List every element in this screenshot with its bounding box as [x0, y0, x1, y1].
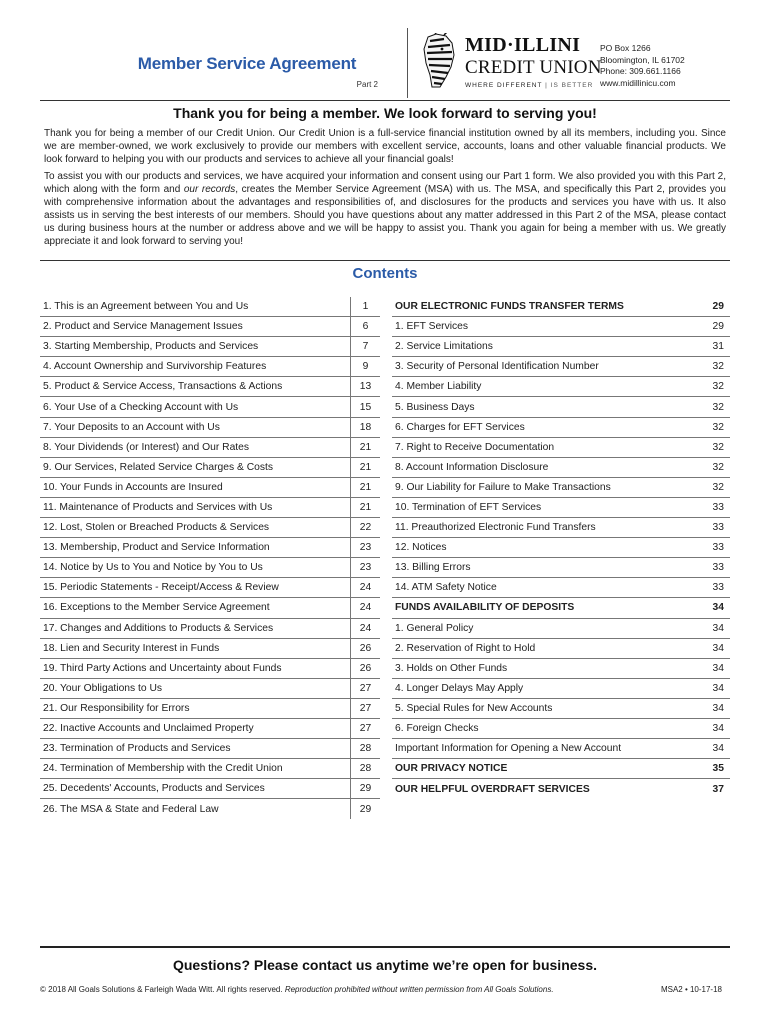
toc-entry[interactable]	[392, 518, 730, 538]
copyright-notice	[40, 985, 554, 994]
toc-entry[interactable]	[40, 538, 380, 558]
toc-entry[interactable]	[40, 578, 380, 598]
header-rule	[40, 100, 730, 101]
intro-paragraph-2	[44, 170, 726, 248]
toc-entry[interactable]	[40, 779, 380, 799]
toc-entry[interactable]	[40, 739, 380, 759]
toc-section-heading[interactable]	[392, 779, 730, 799]
toc-entry-page: 28	[350, 759, 380, 778]
toc-entry-label: 1. General Policy	[395, 622, 474, 634]
toc-entry-label: 7. Right to Receive Documentation	[395, 441, 555, 453]
toc-entry-page: 22	[350, 518, 380, 537]
toc-entry-label: 4. Member Liability	[395, 381, 482, 393]
toc-entry[interactable]	[40, 719, 380, 739]
toc-entry-label: 26. The MSA & State and Federal Law	[43, 803, 219, 815]
toc-entry-label: 10. Termination of EFT Services	[395, 501, 542, 513]
address-city: Bloomington, IL 61702	[600, 54, 685, 65]
toc-entry-page: 34	[712, 662, 724, 674]
header-divider	[407, 28, 408, 98]
toc-entry-label: 19. Third Party Actions and Uncertainty about Funds	[43, 662, 282, 674]
toc-entry-label: 9. Our Liability for Failure to Make Transactions	[395, 481, 611, 493]
toc-entry-label: 13. Billing Errors	[395, 562, 471, 574]
toc-entry-page: 33	[712, 542, 724, 554]
toc-entry-page: 15	[350, 397, 380, 416]
toc-entry[interactable]	[392, 397, 730, 417]
toc-entry-label: 13. Membership, Product and Service Information	[43, 542, 270, 554]
toc-entry-page: 21	[350, 458, 380, 477]
toc-entry-label: 4. Longer Delays May Apply	[395, 682, 524, 694]
toc-entry-label: 1. EFT Services	[395, 321, 469, 333]
toc-entry-page: 24	[350, 619, 380, 638]
toc-entry[interactable]	[392, 538, 730, 558]
toc-entry-label: 24. Termination of Membership with the Credit Union	[43, 763, 283, 775]
reproduction-notice: Reproduction prohibited without written permission from All Goals Solutions.	[284, 985, 554, 994]
toc-entry-page: 34	[712, 642, 724, 654]
toc-entry-label: 5. Special Rules for New Accounts	[395, 702, 553, 714]
toc-entry-label: 12. Lost, Stolen or Breached Products & Services	[43, 522, 270, 534]
toc-entry-page: 33	[712, 501, 724, 513]
toc-section-heading[interactable]	[392, 759, 730, 779]
toc-entry-page: 33	[712, 562, 724, 574]
title-block	[116, 54, 378, 89]
toc-entry[interactable]	[392, 699, 730, 719]
toc-entry[interactable]	[40, 759, 380, 779]
toc-entry-page: 34	[712, 602, 724, 614]
toc-entry-page: 34	[712, 682, 724, 694]
toc-entry-page: 34	[712, 723, 724, 735]
toc-entry-label: 2. Product and Service Management Issues	[43, 321, 243, 333]
toc-entry[interactable]	[392, 458, 730, 478]
toc-entry-page: 26	[350, 659, 380, 678]
toc-entry-page: 21	[350, 478, 380, 497]
zebra-icon	[422, 33, 458, 89]
logo-tagline	[465, 82, 593, 89]
form-code: MSA2 • 10-17-18	[660, 985, 722, 994]
toc-entry-label: 14. Notice by Us to You and Notice by You to Us	[43, 562, 263, 574]
toc-entry[interactable]	[40, 498, 380, 518]
toc-entry[interactable]	[40, 518, 380, 538]
intro-paragraph-2-a: To assist you with our products and services, we have acquired your information and consent using our Part 1 form. We also provided you with this Part 2, which along with the form and	[44, 171, 726, 195]
toc-entry[interactable]	[40, 317, 380, 337]
address-phone: Phone: 309.661.1166	[600, 66, 681, 76]
toc-entry-page: 37	[712, 783, 724, 795]
toc-entry-page: 27	[350, 719, 380, 738]
toc-entry[interactable]	[40, 598, 380, 618]
toc-entry-label: FUNDS AVAILABILITY OF DEPOSITS	[395, 602, 575, 614]
toc-entry-page: 34	[712, 622, 724, 634]
toc-entry-label: 22. Inactive Accounts and Unclaimed Property	[43, 723, 254, 735]
toc-entry-label: 8. Account Information Disclosure	[395, 461, 549, 473]
toc-entry-label: 14. ATM Safety Notice	[395, 582, 497, 594]
toc-entry[interactable]	[40, 699, 380, 719]
toc-entry[interactable]	[40, 297, 380, 317]
toc-entry-label: Important Information for Opening a New Account	[395, 743, 622, 755]
toc-entry-page: 24	[350, 578, 380, 597]
toc-entry-page: 33	[712, 522, 724, 534]
address-po-box: PO Box 1266	[600, 43, 651, 53]
toc-entry-page: 18	[350, 418, 380, 437]
logo-tagline-separator: |	[545, 82, 548, 89]
toc-entry[interactable]	[392, 578, 730, 598]
toc-entry-page: 29	[712, 321, 724, 333]
toc-entry-label: 12. Notices	[395, 542, 447, 554]
toc-entry-label: 21. Our Responsibility for Errors	[43, 702, 190, 714]
toc-entry-page: 34	[712, 743, 724, 755]
logo-tagline-a: WHERE DIFFERENT	[465, 82, 543, 89]
toc-entry-label: 17. Changes and Additions to Products & Services	[43, 622, 274, 634]
toc-entry-page: 28	[350, 739, 380, 758]
page-header	[40, 24, 730, 100]
footer-rule	[40, 946, 730, 948]
document-title: Member Service Agreement	[137, 54, 357, 73]
toc-left-column	[40, 297, 380, 819]
toc-entry-label: 6. Your Use of a Checking Account with Us	[43, 401, 239, 413]
toc-entry-page: 27	[350, 699, 380, 718]
toc-entry-page: 32	[712, 441, 724, 453]
toc-entry[interactable]	[392, 679, 730, 699]
toc-section-heading[interactable]	[392, 598, 730, 618]
copyright-text: © 2018 All Goals Solutions & Farleigh Wada Witt. All rights reserved.	[40, 985, 283, 994]
toc-entry-label: 6. Charges for EFT Services	[395, 421, 525, 433]
toc-entry[interactable]	[392, 558, 730, 578]
toc-entry-page: 21	[350, 438, 380, 457]
toc-entry[interactable]	[40, 619, 380, 639]
toc-entry[interactable]	[392, 478, 730, 498]
toc-entry-label: 5. Business Days	[395, 401, 475, 413]
toc-entry-page: 26	[350, 639, 380, 658]
toc-entry-label: 16. Exceptions to the Member Service Agreement	[43, 602, 270, 614]
toc-entry[interactable]	[392, 438, 730, 458]
toc-section-heading[interactable]	[392, 297, 730, 317]
toc-entry-label: 1. This is an Agreement between You and Us	[43, 301, 249, 313]
contact-address	[600, 43, 685, 89]
contents-heading: Contents	[352, 265, 418, 282]
toc-entry-label: 10. Your Funds in Accounts are Insured	[43, 481, 223, 493]
toc-entry[interactable]	[40, 377, 380, 397]
toc-entry[interactable]	[40, 679, 380, 699]
toc-entry[interactable]	[40, 418, 380, 438]
toc-entry-page: 27	[350, 679, 380, 698]
toc-entry[interactable]	[40, 639, 380, 659]
toc-entry-page: 32	[712, 481, 724, 493]
toc-entry-page: 9	[350, 357, 380, 376]
toc-entry-label: 15. Periodic Statements - Receipt/Access & Review	[43, 582, 279, 594]
intro-paragraph-2-b: , creates the Member Service Agreement (MSA) with us. The MSA, and specifically this Part 2, provides you with comprehensive information about the advantages and responsibilities of, and disclosures for the products and services you have with us. It also assists us in serving the best interests of our members. Should you have questions about any matter addressed in this Part 2 of the MSA, please contact us during business hours at the number or address above and we will be happy to assist you. Thank you again for being a member with us. We greatly appreciate it and look forward to serving you!	[44, 184, 726, 247]
toc-entry-page: 6	[350, 317, 380, 336]
toc-entry-label: OUR ELECTRONIC FUNDS TRANSFER TERMS	[395, 301, 624, 313]
toc-entry-page: 32	[712, 401, 724, 413]
toc-entry-label: OUR PRIVACY NOTICE	[395, 763, 508, 775]
toc-entry-page: 35	[712, 763, 724, 775]
intro-text	[44, 127, 726, 252]
toc-entry-page: 7	[350, 337, 380, 356]
toc-entry-label: OUR HELPFUL OVERDRAFT SERVICES	[395, 783, 590, 795]
toc-entry-label: 11. Maintenance of Products and Services with Us	[43, 501, 273, 513]
toc-entry[interactable]	[40, 337, 380, 357]
toc-entry-page: 1	[350, 297, 380, 316]
toc-entry-page: 29	[350, 799, 380, 819]
toc-entry-label: 3. Starting Membership, Products and Services	[43, 341, 259, 353]
questions-banner: Questions? Please contact us anytime we’re open for business.	[172, 957, 597, 973]
toc-entry-label: 23. Termination of Products and Services	[43, 743, 231, 755]
toc-entry[interactable]	[40, 397, 380, 417]
toc-entry-label: 3. Security of Personal Identification Number	[395, 361, 599, 373]
toc-entry-label: 2. Service Limitations	[395, 341, 493, 353]
toc-entry[interactable]	[392, 619, 730, 639]
toc-entry-label: 7. Your Deposits to an Account with Us	[43, 421, 220, 433]
intro-paragraph-2-emphasis: our records	[183, 184, 236, 195]
toc-entry[interactable]	[392, 659, 730, 679]
toc-entry-page: 34	[712, 702, 724, 714]
toc-entry-page: 23	[350, 558, 380, 577]
toc-entry-page: 29	[350, 779, 380, 798]
intro-paragraph-1: Thank you for being a member of our Credit Union. Our Credit Union is a full-service financial institution owned by all its members, including you. Since we are member-owned, we work exclusively to provide our members with excellent service, accounts, loans and other valuable financial products. We look forward to helping you with our products and services to achieve all your financial goals!	[44, 128, 726, 165]
toc-entry-label: 20. Your Obligations to Us	[43, 682, 163, 694]
toc-entry-page: 13	[350, 377, 380, 396]
toc-entry[interactable]	[40, 458, 380, 478]
toc-entry-label: 11. Preauthorized Electronic Fund Transfers	[395, 522, 596, 534]
toc-entry-label: 6. Foreign Checks	[395, 723, 479, 735]
logo-name-line2: CREDIT UNION	[465, 57, 602, 78]
logo-name-line1: MID·ILLINI	[465, 34, 581, 56]
logo-tagline-b: IS BETTER	[550, 82, 594, 89]
toc-entry[interactable]	[392, 739, 730, 759]
toc-entry[interactable]	[392, 357, 730, 377]
toc-entry[interactable]	[392, 719, 730, 739]
toc-entry[interactable]	[40, 659, 380, 679]
welcome-heading: Thank you for being a member. We look forward to serving you!	[173, 105, 597, 121]
toc-entry[interactable]	[392, 498, 730, 518]
toc-entry-label: 5. Product & Service Access, Transactions & Actions	[43, 381, 283, 393]
toc-entry[interactable]	[392, 377, 730, 397]
toc-entry-page: 31	[712, 341, 724, 353]
toc-entry[interactable]	[40, 478, 380, 498]
toc-entry[interactable]	[40, 558, 380, 578]
toc-entry-label: 3. Holds on Other Funds	[395, 662, 508, 674]
toc-entry-label: 25. Decedents' Accounts, Products and Services	[43, 783, 265, 795]
toc-entry-page: 32	[712, 361, 724, 373]
toc-entry-page: 24	[350, 598, 380, 617]
toc-entry[interactable]	[392, 418, 730, 438]
toc-entry-page: 23	[350, 538, 380, 557]
toc-entry[interactable]	[392, 317, 730, 337]
toc-entry[interactable]	[40, 438, 380, 458]
intro-rule	[40, 260, 730, 261]
toc-entry-label: 4. Account Ownership and Survivorship Features	[43, 361, 267, 373]
toc-entry-page: 21	[350, 498, 380, 517]
toc-entry-label: 2. Reservation of Right to Hold	[395, 642, 536, 654]
address-website[interactable]: www.midillinicu.com	[600, 77, 676, 88]
toc-right-column	[392, 297, 730, 799]
toc-entry[interactable]	[392, 639, 730, 659]
toc-entry[interactable]	[392, 337, 730, 357]
toc-entry[interactable]	[40, 357, 380, 377]
toc-entry-page: 32	[712, 461, 724, 473]
toc-entry-label: 8. Your Dividends (or Interest) and Our Rates	[43, 441, 250, 453]
toc-entry-page: 32	[712, 421, 724, 433]
toc-entry-page: 32	[712, 381, 724, 393]
toc-entry-page: 29	[712, 301, 724, 313]
document-part: Part 2	[356, 80, 378, 89]
toc-entry-page: 33	[712, 582, 724, 594]
toc-entry[interactable]	[40, 799, 380, 819]
toc-entry-label: 18. Lien and Security Interest in Funds	[43, 642, 220, 654]
toc-entry-label: 9. Our Services, Related Service Charges & Costs	[43, 461, 274, 473]
